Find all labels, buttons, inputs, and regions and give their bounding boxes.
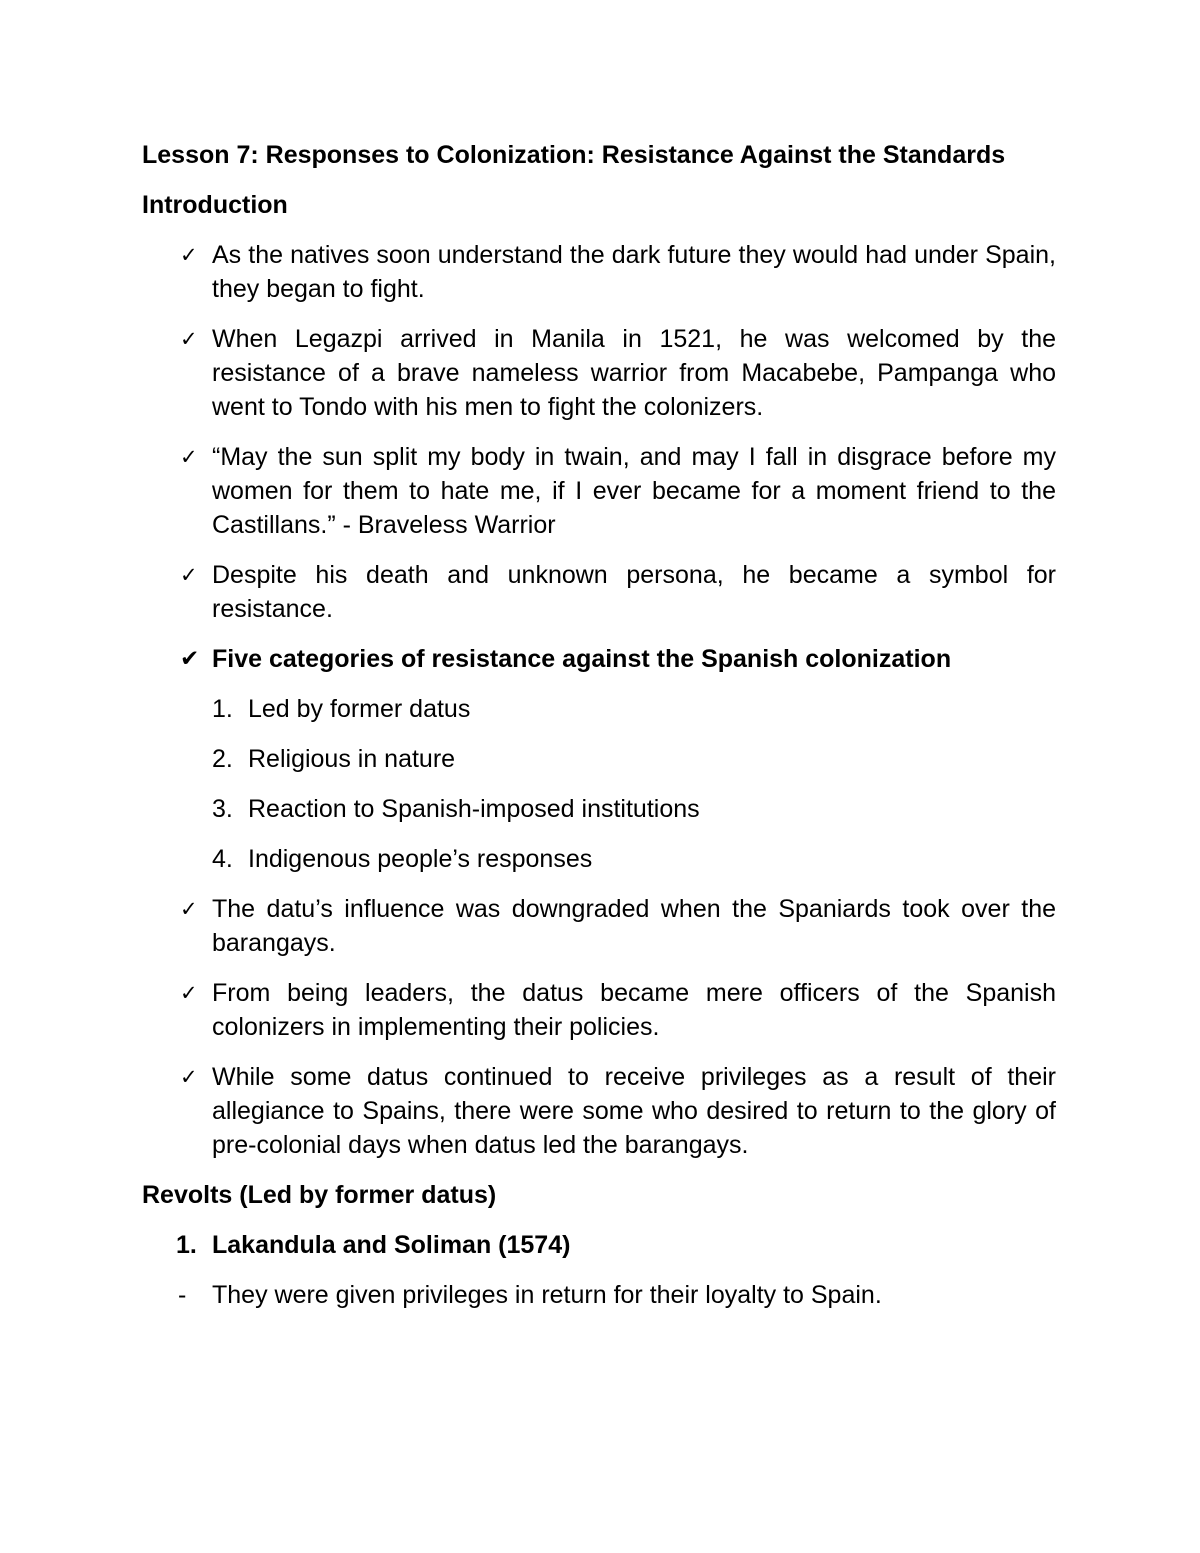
categories-heading: Five categories of resistance against the Spanish colonization: [212, 645, 952, 673]
list-item: [142, 1060, 1056, 1162]
list-item-text: While some datus continued to receive privileges as a result of their allegiance to Spains, there were some who desired to return to the glory of pre-colonial days when datus led the barangays.: [212, 1063, 1056, 1159]
list-item: [142, 976, 1056, 1044]
numbered-item-text: Led by former datus: [248, 695, 471, 723]
document-page: [142, 138, 1056, 1328]
checkmark-icon: ✓: [180, 1065, 198, 1089]
item-number: 1.: [212, 695, 233, 723]
numbered-item: [142, 692, 1056, 726]
list-item-text: Despite his death and unknown persona, he became a symbol for resistance.: [212, 561, 1056, 623]
lesson-title: Lesson 7: Responses to Colonization: Resistance Against the Standards: [142, 141, 1006, 169]
item-number: 2.: [212, 745, 233, 773]
list-item-text: From being leaders, the datus became mere officers of the Spanish colonizers in implementing their policies.: [212, 979, 1056, 1041]
categories-heading-item: [142, 642, 1056, 676]
numbered-item: [142, 842, 1056, 876]
list-item-text: The datu’s influence was downgraded when the Spaniards took over the barangays.: [212, 895, 1056, 957]
checkmark-icon: ✓: [180, 563, 198, 587]
introduction-heading: Introduction: [142, 191, 288, 219]
numbered-item-text: Reaction to Spanish-imposed institutions: [248, 795, 700, 823]
list-item-text: When Legazpi arrived in Manila in 1521, he was welcomed by the resistance of a brave nameless warrior from Macabebe, Pampanga who went to Tondo with his men to fight the colonizers.: [212, 325, 1056, 421]
numbered-item: [142, 792, 1056, 826]
item-number: 4.: [212, 845, 233, 873]
numbered-item-text: Indigenous people’s responses: [248, 845, 593, 873]
checkmark-icon: ✓: [180, 897, 198, 921]
checkmark-icon: ✓: [180, 327, 198, 351]
list-item-text: “May the sun split my body in twain, and may I fall in disgrace before my women for them to hate me, if I ever became for a moment friend to the Castillans.” - Braveless Warrior: [212, 443, 1056, 539]
checkmark-icon: ✓: [180, 445, 198, 469]
list-item: [142, 892, 1056, 960]
revolts-heading: Revolts (Led by former datus): [142, 1181, 497, 1209]
revolt-title-text: Lakandula and Soliman (1574): [212, 1231, 571, 1259]
dash-bullet: -: [178, 1281, 187, 1309]
list-item: [142, 322, 1056, 424]
revolt-title: [142, 1228, 1056, 1262]
checkmark-icon: ✓: [180, 981, 198, 1005]
numbered-item: [142, 742, 1056, 776]
list-item: [142, 558, 1056, 626]
list-item: [142, 440, 1056, 542]
bold-checkmark-icon: ✔: [180, 646, 200, 672]
revolt-number: 1.: [176, 1231, 197, 1259]
list-item: [142, 238, 1056, 306]
list-item-text: As the natives soon understand the dark future they would had under Spain, they began to fight.: [212, 241, 1056, 303]
dash-item: [142, 1278, 1056, 1312]
item-number: 3.: [212, 795, 233, 823]
checkmark-icon: ✓: [180, 243, 198, 267]
numbered-item-text: Religious in nature: [248, 745, 456, 773]
dash-item-text: They were given privileges in return for their loyalty to Spain.: [212, 1281, 882, 1309]
